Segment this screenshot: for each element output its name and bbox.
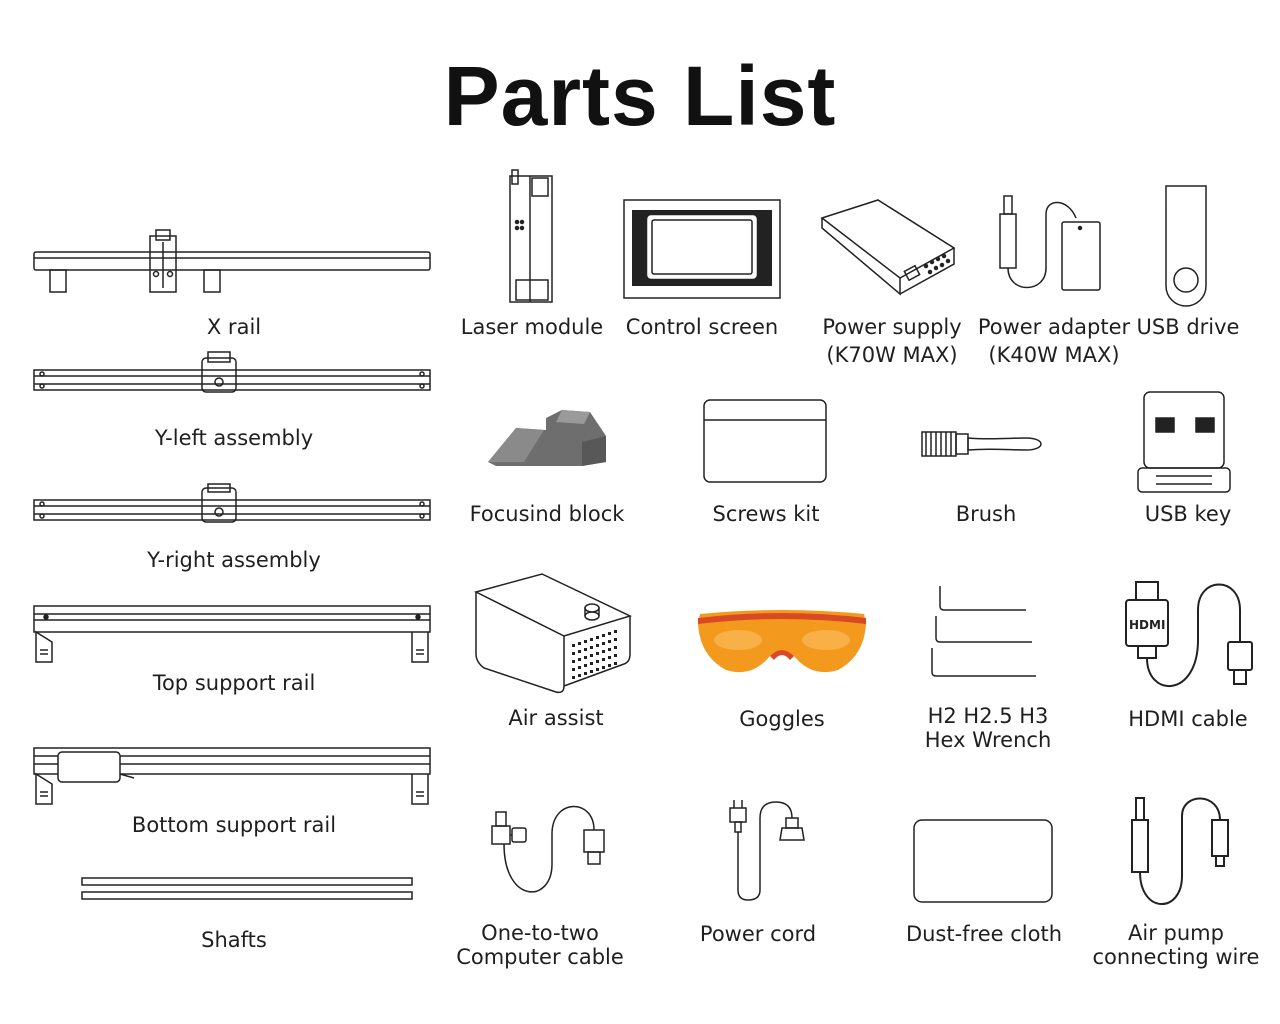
shafts-illustration — [80, 874, 416, 904]
usb-drive-label: USB drive — [1136, 315, 1240, 339]
y-right-assembly-illustration — [30, 484, 432, 528]
x-rail-illustration — [30, 228, 432, 298]
y-left-assembly-label: Y-left assembly — [154, 426, 314, 450]
power-adapter-name: Power adapter — [977, 315, 1131, 339]
top-support-rail-illustration — [30, 600, 434, 670]
hdmi-badge: HDMI — [1129, 618, 1166, 632]
hex-wrench-name: Hex Wrench — [924, 728, 1052, 752]
power-supply-name: Power supply — [822, 315, 962, 339]
brush-illustration — [920, 424, 1046, 464]
focusing-block-label: Focusind block — [469, 502, 625, 526]
goggles-label: Goggles — [739, 707, 825, 731]
power-adapter-model: (K40W MAX) — [988, 343, 1120, 367]
usb-key-label: USB key — [1144, 502, 1232, 526]
usb-key-illustration — [1136, 390, 1232, 496]
air-pump-wire-line1: Air pump — [1128, 921, 1224, 945]
one-to-two-cable-line2: Computer cable — [456, 945, 624, 969]
air-pump-wire-line2: connecting wire — [1092, 945, 1260, 969]
dust-free-cloth-illustration — [912, 818, 1056, 906]
power-supply-label — [802, 313, 982, 369]
control-screen-illustration — [622, 198, 782, 302]
one-to-two-cable-illustration — [490, 804, 606, 898]
hdmi-cable-illustration — [1124, 580, 1250, 692]
laser-module-label: Laser module — [460, 315, 604, 339]
air-assist-illustration — [472, 572, 636, 696]
goggles-illustration — [694, 604, 870, 680]
control-screen-label: Control screen — [625, 315, 779, 339]
laser-module-illustration — [502, 168, 562, 304]
power-adapter-label — [970, 313, 1138, 369]
brush-label: Brush — [955, 502, 1017, 526]
page-title: Parts List — [443, 49, 837, 143]
power-supply-illustration — [818, 198, 960, 298]
power-adapter-illustration — [996, 194, 1106, 294]
x-rail-label: X rail — [206, 315, 262, 339]
top-support-rail-label: Top support rail — [152, 671, 316, 695]
power-cord-label: Power cord — [699, 922, 817, 946]
screws-kit-label: Screws kit — [712, 502, 820, 526]
power-supply-model: (K70W MAX) — [826, 343, 958, 367]
bottom-support-rail-label: Bottom support rail — [131, 813, 337, 837]
hex-wrench-illustration — [928, 584, 1038, 678]
air-assist-label: Air assist — [508, 706, 604, 730]
power-cord-illustration — [726, 798, 810, 902]
air-pump-wire-label — [1090, 921, 1262, 969]
dust-free-cloth-label: Dust-free cloth — [905, 922, 1063, 946]
shafts-label: Shafts — [201, 928, 267, 952]
y-left-assembly-illustration — [30, 352, 432, 396]
y-right-assembly-label: Y-right assembly — [147, 548, 321, 572]
one-to-two-cable-label — [450, 921, 630, 969]
hex-wrench-label — [904, 704, 1072, 752]
bottom-support-rail-illustration — [30, 744, 434, 810]
focusing-block-illustration — [486, 406, 610, 470]
usb-drive-illustration — [1162, 182, 1212, 306]
one-to-two-cable-line1: One-to-two — [481, 921, 599, 945]
hex-wrench-sizes: H2 H2.5 H3 — [927, 704, 1049, 728]
screws-kit-illustration — [702, 398, 828, 484]
hdmi-cable-label: HDMI cable — [1128, 707, 1248, 731]
air-pump-wire-illustration — [1126, 796, 1236, 906]
